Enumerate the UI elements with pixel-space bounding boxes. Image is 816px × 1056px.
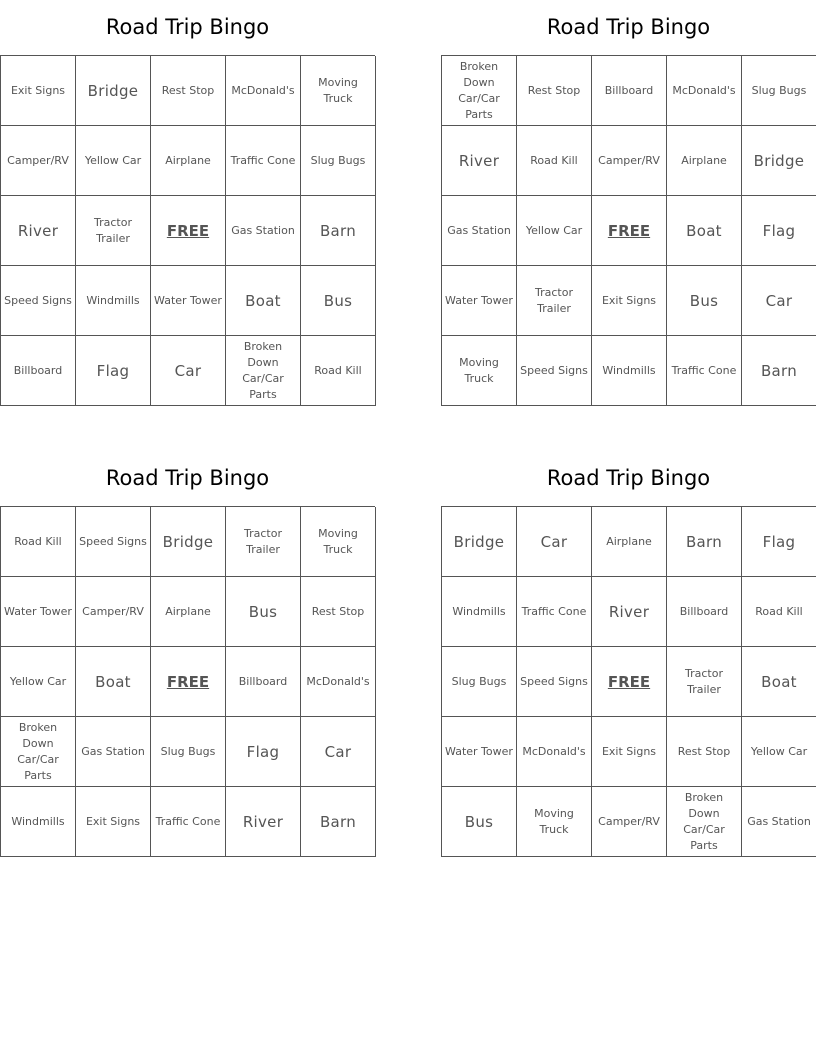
bingo-cell: Boat <box>226 266 301 336</box>
bingo-cell: Gas Station <box>226 196 301 266</box>
bingo-cell: Yellow Car <box>742 717 816 787</box>
bingo-cell: River <box>226 787 301 857</box>
bingo-cell: Barn <box>301 196 376 266</box>
bingo-grid <box>0 506 375 857</box>
bingo-cell: McDonald's <box>226 56 301 126</box>
bingo-cell: Broken Down Car/Car Parts <box>1 717 76 787</box>
bingo-cell: Gas Station <box>442 196 517 266</box>
bingo-cell: Car <box>742 266 816 336</box>
bingo-cell: Barn <box>301 787 376 857</box>
bingo-cell: Windmills <box>442 577 517 647</box>
bingo-cell: Road Kill <box>1 507 76 577</box>
bingo-cell: Water Tower <box>442 717 517 787</box>
bingo-cell: Barn <box>667 507 742 577</box>
bingo-card-2 <box>441 0 816 406</box>
bingo-cell: Slug Bugs <box>151 717 226 787</box>
bingo-cell: Road Kill <box>301 336 376 406</box>
bingo-cell: Billboard <box>226 647 301 717</box>
bingo-cell: River <box>1 196 76 266</box>
bingo-cell: Exit Signs <box>592 717 667 787</box>
bingo-grid <box>0 55 375 406</box>
bingo-cell: Road Kill <box>517 126 592 196</box>
bingo-card-4 <box>441 451 816 857</box>
bingo-cell: Tractor Trailer <box>517 266 592 336</box>
bingo-cell: Bridge <box>76 56 151 126</box>
bingo-cell: Camper/RV <box>1 126 76 196</box>
bingo-cell: Water Tower <box>151 266 226 336</box>
bingo-cell: Barn <box>742 336 816 406</box>
free-space-cell: FREE <box>592 196 667 266</box>
bingo-cell: Windmills <box>592 336 667 406</box>
bingo-cell: Billboard <box>592 56 667 126</box>
bingo-cell: Rest Stop <box>151 56 226 126</box>
bingo-cell: Flag <box>76 336 151 406</box>
bingo-cell: Airplane <box>667 126 742 196</box>
bingo-cell: Moving Truck <box>301 56 376 126</box>
bingo-cell: Broken Down Car/Car Parts <box>226 336 301 406</box>
bingo-cell: Camper/RV <box>592 126 667 196</box>
bingo-cell: Speed Signs <box>1 266 76 336</box>
bingo-cell: Speed Signs <box>517 647 592 717</box>
bingo-cell: River <box>442 126 517 196</box>
bingo-cell: Gas Station <box>76 717 151 787</box>
bingo-cell: Slug Bugs <box>442 647 517 717</box>
bingo-cell: Airplane <box>592 507 667 577</box>
bingo-cell: Airplane <box>151 126 226 196</box>
bingo-cell: River <box>592 577 667 647</box>
card-title: Road Trip Bingo <box>546 466 711 490</box>
bingo-cell: Bridge <box>151 507 226 577</box>
bingo-cell: Rest Stop <box>301 577 376 647</box>
bingo-cell: Bus <box>442 787 517 857</box>
bingo-cell: Windmills <box>76 266 151 336</box>
bingo-cell: McDonald's <box>667 56 742 126</box>
bingo-cell: Moving Truck <box>517 787 592 857</box>
bingo-cell: Water Tower <box>442 266 517 336</box>
bingo-cell: Boat <box>667 196 742 266</box>
bingo-cell: Road Kill <box>742 577 816 647</box>
free-space-cell: FREE <box>151 647 226 717</box>
bingo-card-3 <box>0 451 375 857</box>
bingo-cell: Tractor Trailer <box>76 196 151 266</box>
bingo-cell: Traffic Cone <box>517 577 592 647</box>
bingo-cell: Camper/RV <box>592 787 667 857</box>
free-space-cell: FREE <box>151 196 226 266</box>
bingo-cell: Boat <box>742 647 816 717</box>
card-title: Road Trip Bingo <box>105 15 270 39</box>
bingo-cell: Car <box>301 717 376 787</box>
bingo-grid <box>441 55 816 406</box>
card-title: Road Trip Bingo <box>105 466 270 490</box>
bingo-cell: Broken Down Car/Car Parts <box>442 56 517 126</box>
bingo-cell: Flag <box>742 507 816 577</box>
bingo-cell: Rest Stop <box>667 717 742 787</box>
bingo-cell: Bridge <box>742 126 816 196</box>
bingo-grid <box>441 506 816 857</box>
bingo-cell: Gas Station <box>742 787 816 857</box>
bingo-card-1 <box>0 0 375 406</box>
bingo-cell: Traffic Cone <box>226 126 301 196</box>
bingo-cell: McDonald's <box>301 647 376 717</box>
bingo-cell: Boat <box>76 647 151 717</box>
bingo-cell: Tractor Trailer <box>667 647 742 717</box>
bingo-cell: Camper/RV <box>76 577 151 647</box>
bingo-cell: Airplane <box>151 577 226 647</box>
bingo-cell: Car <box>151 336 226 406</box>
bingo-cell: Rest Stop <box>517 56 592 126</box>
bingo-cell: Traffic Cone <box>151 787 226 857</box>
bingo-cell: Water Tower <box>1 577 76 647</box>
bingo-cell: Billboard <box>1 336 76 406</box>
bingo-cell: Exit Signs <box>76 787 151 857</box>
bingo-cell: McDonald's <box>517 717 592 787</box>
bingo-cell: Windmills <box>1 787 76 857</box>
bingo-cell: Bus <box>226 577 301 647</box>
bingo-cell: Exit Signs <box>592 266 667 336</box>
bingo-cell: Flag <box>226 717 301 787</box>
bingo-cell: Car <box>517 507 592 577</box>
card-title: Road Trip Bingo <box>546 15 711 39</box>
bingo-cell: Yellow Car <box>517 196 592 266</box>
bingo-cell: Bus <box>667 266 742 336</box>
bingo-cell: Tractor Trailer <box>226 507 301 577</box>
bingo-cell: Bus <box>301 266 376 336</box>
bingo-cell: Billboard <box>667 577 742 647</box>
bingo-cell: Yellow Car <box>76 126 151 196</box>
bingo-cell: Moving Truck <box>301 507 376 577</box>
bingo-cell: Flag <box>742 196 816 266</box>
bingo-cell: Moving Truck <box>442 336 517 406</box>
bingo-cell: Bridge <box>442 507 517 577</box>
bingo-cell: Exit Signs <box>1 56 76 126</box>
bingo-cell: Speed Signs <box>517 336 592 406</box>
bingo-cell: Slug Bugs <box>301 126 376 196</box>
free-space-cell: FREE <box>592 647 667 717</box>
bingo-cell: Speed Signs <box>76 507 151 577</box>
bingo-cell: Broken Down Car/Car Parts <box>667 787 742 857</box>
bingo-cell: Yellow Car <box>1 647 76 717</box>
bingo-cell: Traffic Cone <box>667 336 742 406</box>
bingo-cell: Slug Bugs <box>742 56 816 126</box>
